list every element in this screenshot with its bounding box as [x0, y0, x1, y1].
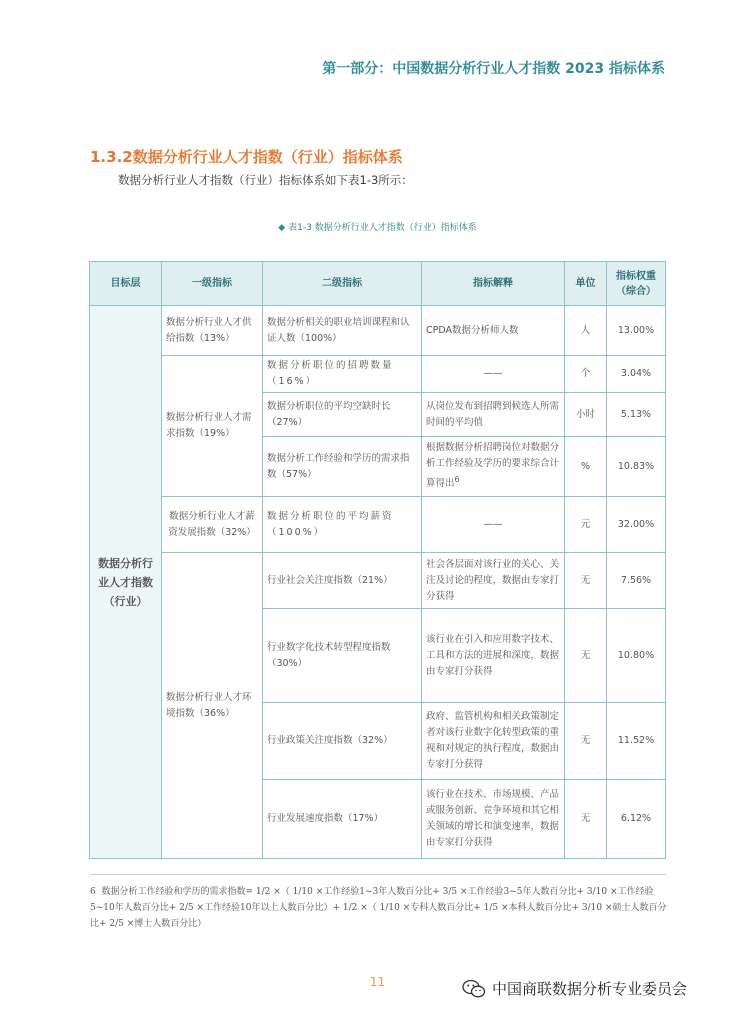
explanation-cell: —— [422, 497, 565, 553]
footnote-ref: 6 [454, 475, 460, 485]
unit-cell: 人 [565, 306, 607, 356]
level2-cell: 行业社会关注度指数（21%） [263, 553, 422, 609]
page-header-title: 第一部分：中国数据分析行业人才指数 2023 指标体系 [322, 61, 665, 77]
unit-cell: 小时 [565, 393, 607, 437]
table-row [90, 306, 666, 356]
weight-cell: 3.04% [607, 356, 666, 393]
table-caption-text: 表1-3 数据分析行业人才指数（行业）指标体系 [288, 223, 477, 233]
watermark-text: 中国商联数据分析专业委员会 [492, 980, 688, 998]
section-title: 1.3.2数据分析行业人才指数（行业）指标体系 [90, 148, 403, 166]
header-level1: 一级指标 [162, 262, 263, 306]
weight-cell: 13.00% [607, 306, 666, 356]
header-level2: 二级指标 [263, 262, 422, 306]
level1-cell: 数据分析行业人才环境指数（36%） [162, 553, 263, 859]
unit-cell: % [565, 437, 607, 497]
table-header-row [90, 262, 666, 306]
page-number: 11 [369, 975, 386, 989]
explanation-cell [422, 437, 565, 497]
level2-cell: 数据分析工作经验和学历的需求指数（57%） [263, 437, 422, 497]
footnote [90, 884, 670, 932]
weight-cell: 11.52% [607, 703, 666, 780]
unit-cell: 元 [565, 497, 607, 553]
weight-cell: 5.13% [607, 393, 666, 437]
explanation-cell: 社会各层面对该行业的关心、关注及讨论的程度，数据由专家打分获得 [422, 553, 565, 609]
level1-cell: 数据分析行业人才薪资发展指数（32%） [162, 497, 263, 553]
level2-cell: 行业数字化技术转型程度指数（30%） [263, 609, 422, 703]
wechat-icon [462, 979, 486, 999]
unit-cell: 无 [565, 609, 607, 703]
explanation-cell: 从岗位发布到招聘到候选人所需时间的平均值 [422, 393, 565, 437]
explanation-cell: 该行业在引入和应用数字技术、工具和方法的进展和深度，数据由专家打分获得 [422, 609, 565, 703]
unit-cell: 个 [565, 356, 607, 393]
target-cell: 数据分析行业人才指数（行业） [90, 306, 162, 859]
explanation-cell: 政府、监管机构和相关政策制定者对该行业数字化转型政策的重视和对规定的执行程度，数据由专家打分获得 [422, 703, 565, 780]
footnote-text: 数据分析工作经验和学历的需求指数= 1/2 ×（ 1/10 ×工作经验1~3年人数百分比+ 3/5 ×工作经验3~5年人数百分比+ 3/10 ×工作经验5~10年人数百分比+ 2/5 ×工作经验10年以上人数百分比）+ 1/2 ×（ 1/10 ×专科人数百分比+ 1/5 ×本科人数百分比+ 3/10 ×硕士人数百分比+ 2/5 ×博士人数百分比） [90, 887, 667, 929]
level2-cell: 行业政策关注度指数（32%） [263, 703, 422, 780]
weight-cell: 6.12% [607, 780, 666, 859]
level1-cell: 数据分析行业人才需求指数（19%） [162, 356, 263, 497]
diamond-icon: ◆ [278, 223, 286, 233]
watermark [462, 978, 687, 999]
explanation-text: 根据数据分析招聘岗位对数据分析工作经验及学历的要求综合计算得出 [426, 442, 560, 490]
header-explanation: 指标解释 [422, 262, 565, 306]
level1-cell: 数据分析行业人才供给指数（13%） [162, 306, 263, 356]
footnote-number: 6 [90, 887, 96, 897]
explanation-cell: CPDA数据分析师人数 [422, 306, 565, 356]
indicator-table [89, 261, 666, 859]
unit-cell: 无 [565, 553, 607, 609]
header-target: 目标层 [90, 262, 162, 306]
level2-cell: 数据分析相关的职业培训课程和认证人数（100%） [263, 306, 422, 356]
weight-cell: 10.80% [607, 609, 666, 703]
level2-cell: 数据分析职位的平均空缺时长（27%） [263, 393, 422, 437]
unit-cell: 无 [565, 703, 607, 780]
weight-cell: 32.00% [607, 497, 666, 553]
table-row [90, 356, 666, 393]
section-intro: 数据分析行业人才指数（行业）指标体系如下表1-3所示： [118, 173, 413, 187]
table-row [90, 553, 666, 609]
level2-cell: 行业发展速度指数（17%） [263, 780, 422, 859]
footnote-divider [90, 874, 666, 875]
weight-cell: 7.56% [607, 553, 666, 609]
unit-cell: 无 [565, 780, 607, 859]
table-caption [0, 220, 755, 233]
header-weight: 指标权重（综合） [607, 262, 666, 306]
level2-cell: 数据分析职位的招聘数量（16%） [263, 356, 422, 393]
weight-cell: 10.83% [607, 437, 666, 497]
header-unit: 单位 [565, 262, 607, 306]
level2-cell: 数据分析职位的平均薪资（100%） [263, 497, 422, 553]
explanation-cell: —— [422, 356, 565, 393]
table-row [90, 497, 666, 553]
explanation-cell: 该行业在技术、市场规模、产品或服务创新、竞争环境和其它相关领域的增长和演变速率，数据由专家打分获得 [422, 780, 565, 859]
